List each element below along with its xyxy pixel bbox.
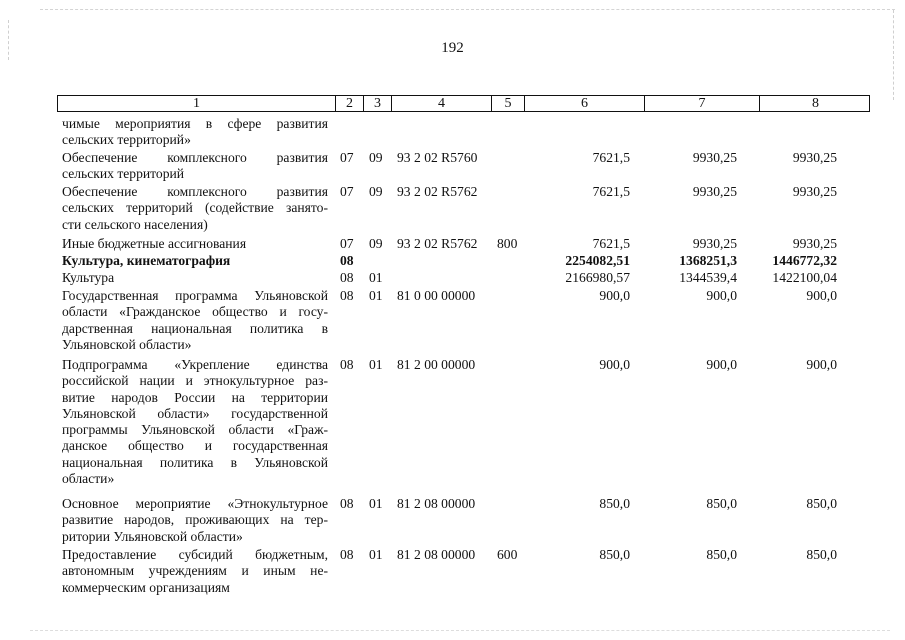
scan-edge-top	[40, 9, 895, 10]
row-name-line: области «Гражданское общество и госу-	[62, 304, 328, 320]
target-item-code: 81 2 00 00000	[397, 357, 476, 372]
row-name-line: национальная политика в Ульяновской	[62, 454, 328, 470]
section-code: 08	[340, 357, 354, 372]
target-item-code: 93 2 02 R5762	[397, 184, 478, 199]
amount-col-7: 9930,25	[692, 150, 737, 165]
row-name	[62, 496, 328, 545]
subsection-code: 01	[369, 547, 383, 562]
row-name-line: Государственная программа Ульяновской	[62, 288, 328, 303]
amount-col-7: 1368251,3	[679, 253, 737, 268]
header-cell-8: 8	[759, 96, 871, 111]
header-cell-2: 2	[335, 96, 363, 111]
row-name-line: Культура	[62, 270, 115, 285]
row-name-line: Обеспечение комплексного развития	[62, 184, 328, 199]
row-name	[62, 150, 328, 183]
amount-col-8: 9930,25	[792, 236, 837, 251]
amount-col-8: 900,0	[806, 288, 837, 303]
row-name	[62, 253, 328, 269]
row-name-line: Подпрограмма «Укрепление единства	[62, 357, 328, 372]
header-cell-5: 5	[491, 96, 524, 111]
amount-col-8: 9930,25	[792, 150, 837, 165]
table-header	[57, 95, 870, 112]
row-name-line: Ульяновской области»	[62, 336, 192, 352]
row-name-line: Иные бюджетные ассигнования	[62, 236, 247, 251]
subsection-code: 09	[369, 184, 383, 199]
amount-col-8: 850,0	[806, 547, 837, 562]
row-name	[62, 116, 328, 149]
row-name-line: Культура, кинематография	[62, 253, 231, 268]
amount-col-6: 900,0	[599, 288, 630, 303]
amount-col-7: 9930,25	[692, 184, 737, 199]
section-code: 07	[340, 236, 354, 251]
section-code: 07	[340, 150, 354, 165]
row-name	[62, 236, 328, 252]
amount-col-7: 850,0	[706, 496, 737, 511]
scan-edge-bottom	[30, 630, 890, 631]
amount-col-8: 850,0	[806, 496, 837, 511]
row-name	[62, 547, 328, 596]
amount-col-7: 1344539,4	[679, 270, 737, 285]
amount-col-6: 7621,5	[592, 184, 630, 199]
subsection-code: 01	[369, 357, 383, 372]
target-item-code: 81 2 08 00000	[397, 496, 476, 511]
row-name-line: Основное мероприятие «Этнокультурное	[62, 496, 328, 511]
subsection-code: 09	[369, 150, 383, 165]
subsection-code: 01	[369, 288, 383, 303]
amount-col-6: 850,0	[599, 496, 630, 511]
amount-col-8: 900,0	[806, 357, 837, 372]
row-name-line: области»	[62, 471, 115, 487]
row-name-line: сти сельского населения)	[62, 216, 208, 232]
amount-col-6: 2254082,51	[565, 253, 630, 268]
row-name-line: сельских территорий»	[62, 132, 191, 148]
target-item-code: 81 2 08 00000	[397, 547, 476, 562]
amount-col-6: 900,0	[599, 357, 630, 372]
section-code: 08	[340, 270, 354, 285]
amount-col-7: 900,0	[706, 288, 737, 303]
row-name-line: Обеспечение комплексного развития	[62, 150, 328, 165]
section-code: 08	[340, 288, 354, 303]
subsection-code: 01	[369, 270, 383, 285]
header-cell-7: 7	[644, 96, 759, 111]
target-item-code: 81 0 00 00000	[397, 288, 476, 303]
amount-col-7: 850,0	[706, 547, 737, 562]
row-name-line: данское общество и государственная	[62, 438, 328, 454]
row-name	[62, 357, 328, 487]
row-name-line: автономным учреждениям и иным не-	[62, 563, 328, 579]
expense-type-code: 800	[497, 236, 518, 251]
row-name-line: Предоставление субсидий бюджетным,	[62, 547, 328, 562]
header-cell-6: 6	[524, 96, 644, 111]
section-code: 08	[340, 253, 354, 268]
amount-col-7: 900,0	[706, 357, 737, 372]
subsection-code: 09	[369, 236, 383, 251]
amount-col-7: 9930,25	[692, 236, 737, 251]
header-cell-4: 4	[391, 96, 491, 111]
amount-col-8: 1446772,32	[772, 253, 837, 268]
amount-col-8: 1422100,04	[772, 270, 837, 285]
amount-col-6: 2166980,57	[565, 270, 630, 285]
amount-col-8: 9930,25	[792, 184, 837, 199]
page-number: 192	[441, 40, 464, 56]
row-name-line: коммерческим организациям	[62, 579, 230, 595]
header-cell-1: 1	[193, 96, 200, 111]
row-name	[62, 184, 328, 233]
target-item-code: 93 2 02 R5760	[397, 150, 478, 165]
row-name-line: сельских территорий (содействие занято-	[62, 200, 328, 216]
amount-col-6: 7621,5	[592, 150, 630, 165]
amount-col-6: 7621,5	[592, 236, 630, 251]
header-cell-3: 3	[363, 96, 391, 111]
row-name	[62, 270, 328, 286]
section-code: 08	[340, 547, 354, 562]
target-item-code: 93 2 02 R5762	[397, 236, 478, 251]
section-code: 08	[340, 496, 354, 511]
row-name-line: витие народов России на территории	[62, 389, 328, 405]
row-name-line: программы Ульяновской области «Граж-	[62, 422, 328, 438]
row-name	[62, 288, 328, 353]
expense-type-code: 600	[497, 547, 518, 562]
row-name-line: российской нации и этнокультурное раз-	[62, 373, 328, 389]
row-name-line: дарственная национальная политика в	[62, 320, 328, 336]
amount-col-6: 850,0	[599, 547, 630, 562]
section-code: 07	[340, 184, 354, 199]
row-name-line: чимые мероприятия в сфере развития	[62, 116, 328, 131]
row-name-line: сельских территорий	[62, 166, 185, 182]
subsection-code: 01	[369, 496, 383, 511]
row-name-line: ритории Ульяновской области»	[62, 528, 243, 544]
row-name-line: Ульяновской области» государственной	[62, 405, 328, 421]
row-name-line: развитие народов, проживающих на тер-	[62, 512, 328, 528]
